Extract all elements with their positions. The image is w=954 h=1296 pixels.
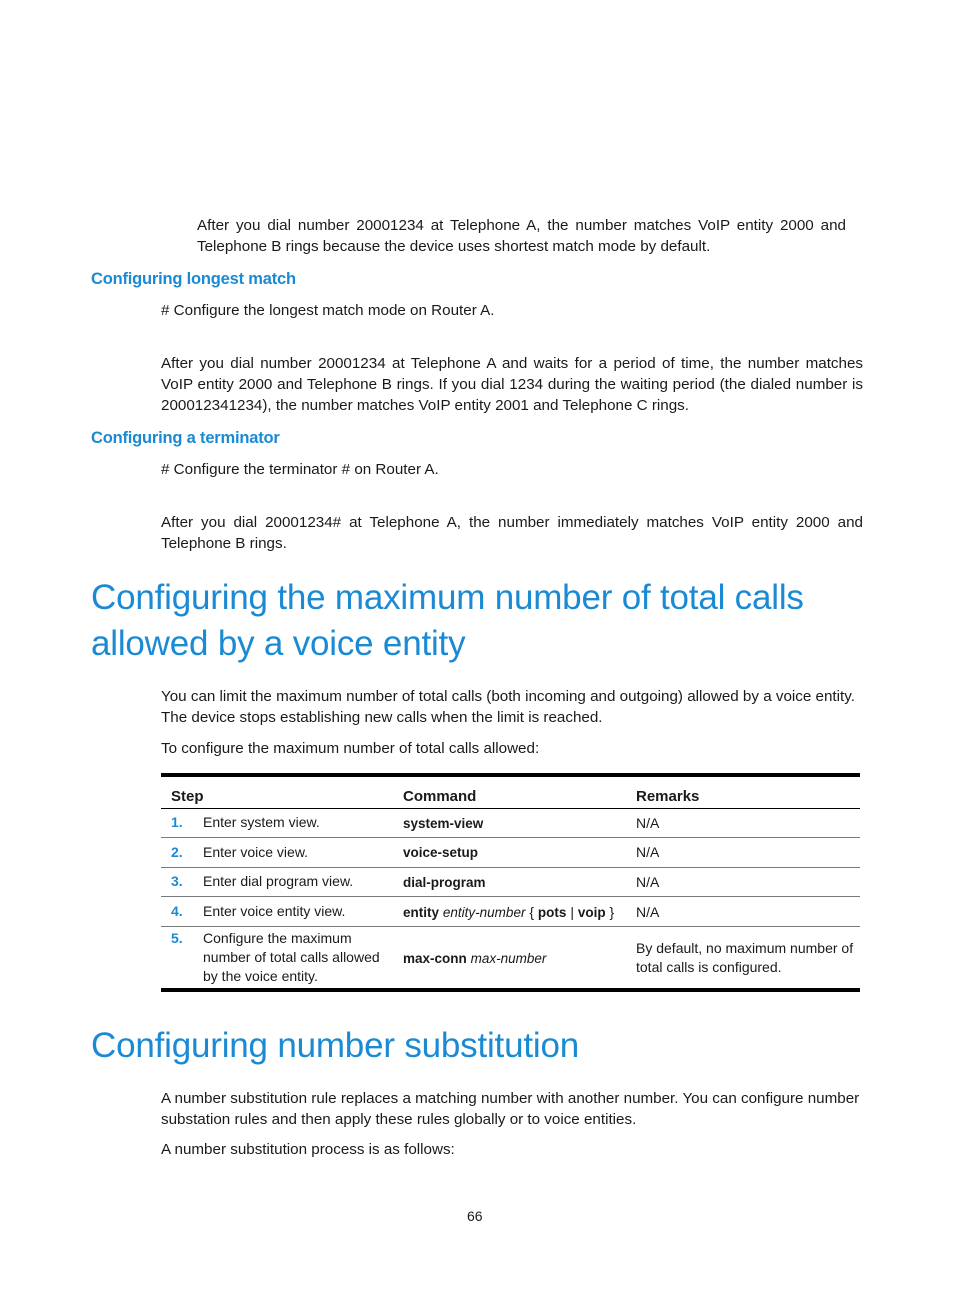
- heading-max-calls-line1: Configuring the maximum number of total calls: [91, 578, 804, 617]
- step-cell: [161, 867, 403, 897]
- heading-terminator: Configuring a terminator: [91, 429, 280, 447]
- remarks-cell: N/A: [636, 903, 660, 920]
- config-steps-table: [161, 773, 860, 992]
- longest-match-comment: # Configure the longest match mode on Router A.: [161, 302, 495, 319]
- command-keyword: max-conn: [403, 950, 467, 966]
- step-number: 2.: [171, 843, 183, 860]
- command-cell: [403, 897, 636, 927]
- step-cell: [161, 897, 403, 927]
- command-argument: max-number: [470, 950, 547, 966]
- remarks-cell: [636, 926, 860, 990]
- heading-max-calls: [91, 575, 871, 667]
- command-keyword: entity: [403, 904, 440, 920]
- terminator-paragraph: After you dial 20001234# at Telephone A, the number immediately matches VoIP entity 2000 and Telephone B rings.: [161, 514, 863, 552]
- step-number: 1.: [171, 814, 183, 831]
- command-cell: [403, 926, 636, 990]
- header-step: Step: [161, 775, 403, 808]
- heading-max-calls-line2: allowed by a voice entity: [91, 624, 466, 663]
- remarks-cell: N/A: [636, 814, 660, 831]
- max-calls-paragraph: You can limit the maximum number of total calls (both incoming and outgoing) allowed by a voice entity. The device stops establishing new calls when the limit is reached.: [161, 688, 855, 726]
- step-text: Enter system view.: [203, 814, 320, 831]
- terminator-comment: # Configure the terminator # on Router A.: [161, 461, 439, 478]
- heading-longest-match: Configuring longest match: [91, 270, 296, 288]
- remarks-cell: N/A: [636, 844, 660, 861]
- step-cell: [161, 838, 403, 868]
- step-cell: [161, 808, 403, 838]
- step-number: 4.: [171, 903, 183, 920]
- substitution-intro: A number substitution process is as follows:: [161, 1141, 455, 1158]
- command-separator: |: [570, 903, 574, 920]
- header-remarks: Remarks: [636, 775, 860, 808]
- command-keyword: voice-setup: [403, 845, 479, 861]
- remarks-text: By default, no maximum number of total calls is configured.: [636, 939, 854, 975]
- header-command: Command: [403, 775, 636, 808]
- command-argument: entity-number: [442, 904, 526, 920]
- table-row: [161, 867, 860, 897]
- step-text: Configure the maximum number of total calls allowed by the voice entity.: [203, 930, 380, 985]
- command-option-pots: pots: [537, 904, 567, 920]
- step-text: Enter voice entity view.: [203, 903, 346, 920]
- command-keyword: dial-program: [403, 874, 486, 890]
- step-cell: [161, 926, 403, 990]
- table-row: [161, 897, 860, 927]
- command-cell: [403, 867, 636, 897]
- command-cell: [403, 808, 636, 838]
- step-number: 3.: [171, 873, 183, 890]
- heading-number-substitution: Configuring number substitution: [91, 1026, 579, 1065]
- step-text: Enter voice view.: [203, 843, 309, 860]
- command-keyword: system-view: [403, 815, 484, 831]
- step-text: Enter dial program view.: [203, 873, 354, 890]
- table-row: [161, 838, 860, 868]
- table-row: [161, 808, 860, 838]
- command-brace-open: {: [529, 903, 535, 920]
- command-option-voip: voip: [577, 904, 606, 920]
- intro-paragraph: After you dial number 20001234 at Telephone A, the number matches VoIP entity 2000 and Telephone B rings because the device uses shortest match mode by default.: [197, 217, 846, 255]
- command-brace-close: }: [609, 903, 615, 920]
- table-row: [161, 926, 860, 990]
- table-header-row: [161, 775, 860, 808]
- command-cell: [403, 838, 636, 868]
- step-number: 5.: [171, 930, 183, 947]
- page-number: 66: [467, 1208, 483, 1224]
- max-calls-intro: To configure the maximum number of total calls allowed:: [161, 740, 540, 757]
- longest-match-paragraph: After you dial number 20001234 at Telephone A and waits for a period of time, the number matches VoIP entity 2000 and Telephone B rings. If you dial 1234 during the waiting period (the dialed number is 200012341234), the number matches VoIP entity 2001 and Telephone C rings.: [161, 355, 863, 414]
- remarks-cell: N/A: [636, 873, 660, 890]
- substitution-paragraph: A number substitution rule replaces a matching number with another number. You can configure number substation rules and then apply these rules globally or to voice entities.: [161, 1090, 860, 1128]
